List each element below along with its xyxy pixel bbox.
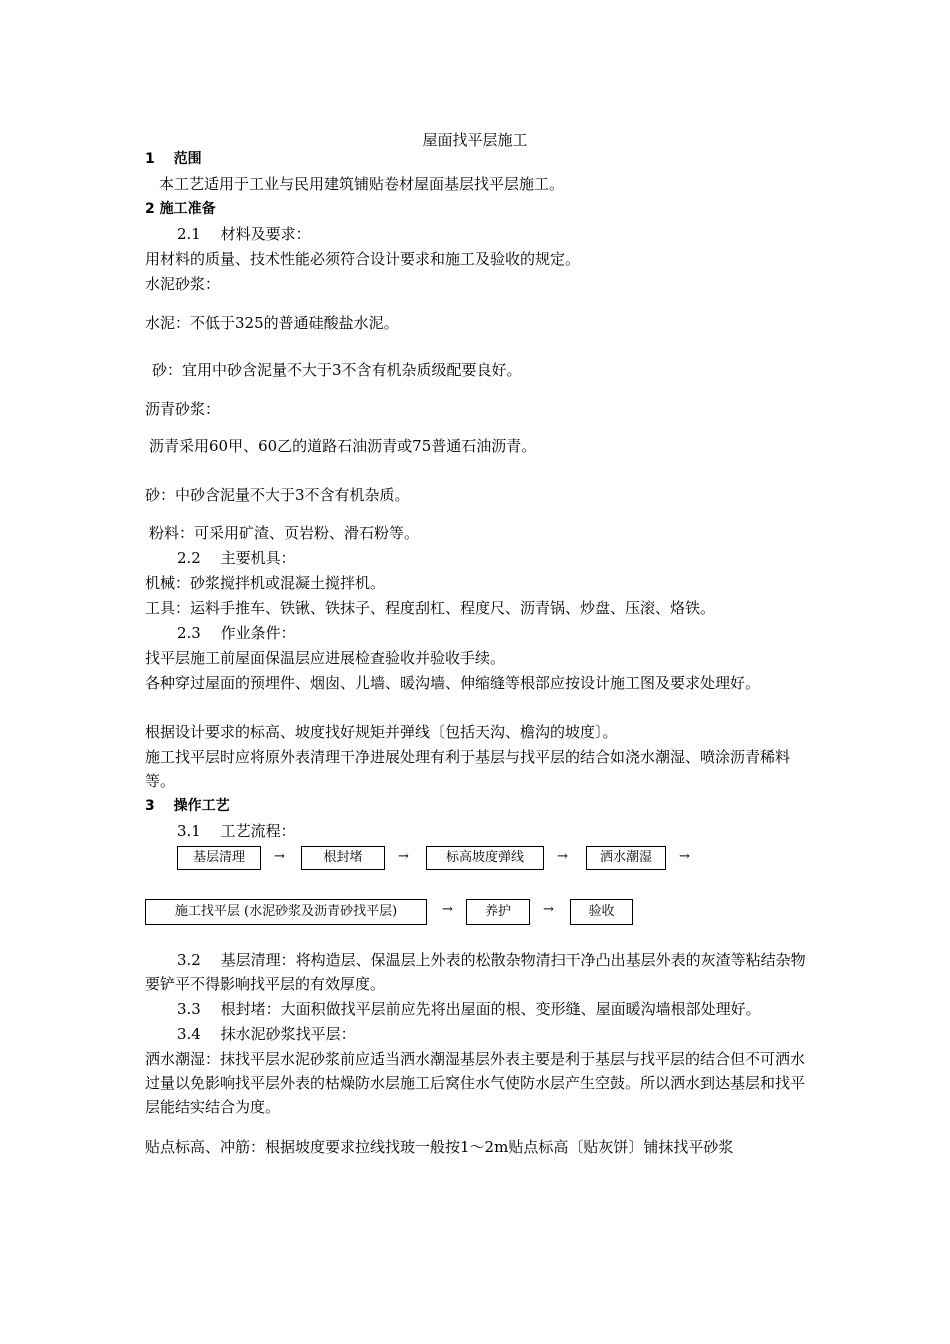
paragraph: 找平层施工前屋面保温层应进展检查验收并验收手续。: [145, 649, 506, 667]
paragraph: 洒水潮湿：抹找平层水泥砂浆前应适当洒水潮湿基层外表主要是利于基层与找平层的结合但不可洒水过量以免影响找平层外表的枯燥防水层施工后窝住水气使防水层产生空鼓。所以洒水到达基层和找平层能结实结合为度。: [145, 1050, 806, 1116]
flow-step-acceptance: 验收: [570, 899, 633, 925]
paragraph: 水泥：不低于325的普通硅酸盐水泥。: [145, 314, 399, 332]
section-2-heading: 2 施工准备: [145, 201, 216, 217]
flow-arrow: →: [274, 849, 285, 864]
flow-step-curing: 养护: [466, 899, 530, 925]
paragraph: 用材料的质量、技术性能必须符合设计要求和施工及验收的规定。: [145, 250, 581, 268]
paragraph: 施工找平层时应将原外表清理干净进展处理有利于基层与找平层的结合如浇水潮湿、喷涂沥青稀料等。: [145, 748, 791, 790]
paragraph: 根据设计要求的标高、坡度找好规矩并弹线〔包括天沟、檐沟的坡度〕。: [145, 723, 618, 741]
subsection-3-2: 3.2 基层清理：将构造层、保温层上外表的松散杂物清扫干净凸出基层外表的灰渣等粘结杂物要铲平不得影响找平层的有效厚度。: [145, 951, 806, 993]
section-3-heading: 3 操作工艺: [145, 798, 230, 814]
paragraph: 水泥砂浆：: [145, 275, 221, 293]
section-1-heading: 1 范围: [145, 151, 202, 167]
section-1-body: 本工艺适用于工业与民用建筑铺贴卷材屋面基层找平层施工。: [159, 175, 565, 193]
paragraph: 工具：运料手推车、铁锹、铁抹子、程度刮杠、程度尺、沥青锅、炒盘、压滚、烙铁。: [145, 599, 716, 617]
flow-step-leveling: 施工找平层 (水泥砂浆及沥青砂找平层): [145, 899, 427, 925]
subsection-3-1: 3.1 工艺流程：: [177, 822, 296, 840]
paragraph: 机械：砂浆搅拌机或混凝土搅拌机。: [145, 574, 386, 592]
flow-arrow: →: [679, 849, 690, 864]
flow-step-base-cleaning: 基层清理: [177, 846, 261, 870]
paragraph: 沥青砂浆：: [145, 400, 221, 418]
paragraph: 粉料：可采用矿渣、页岩粉、滑石粉等。: [149, 524, 420, 542]
flow-arrow: →: [442, 902, 453, 917]
subsection-2-1: 2.1 材料及要求：: [177, 225, 311, 243]
paragraph: 沥青采用60甲、60乙的道路石油沥青或75普通石油沥青。: [149, 437, 537, 455]
flow-step-elevation-line: 标高坡度弹线: [426, 846, 544, 870]
subsection-3-3: 3.3 根封堵：大面积做找平层前应先将出屋面的根、变形缝、屋面暖沟墙根部处理好。: [177, 1000, 761, 1018]
paragraph: 各种穿过屋面的预埋件、烟囱、儿墙、暖沟墙、伸缩缝等根部应按设计施工图及要求处理好。: [145, 674, 761, 692]
paragraph: 砂：宜用中砂含泥量不大于3不含有机杂质级配要良好。: [152, 361, 522, 379]
subsection-3-4: 3.4 抹水泥砂浆找平层：: [177, 1025, 356, 1043]
paragraph: 贴点标高、冲筋：根据坡度要求拉线找玻一般按1～2m贴点标高〔贴灰饼〕铺抹找平砂浆: [145, 1138, 734, 1156]
flow-arrow: →: [543, 902, 554, 917]
flow-arrow: →: [398, 849, 409, 864]
subsection-2-2: 2.2 主要机具：: [177, 549, 296, 567]
page-title: 屋面找平层施工: [422, 131, 528, 149]
flow-step-root-sealing: 根封堵: [301, 846, 385, 870]
flow-step-wetting: 洒水潮湿: [586, 846, 666, 870]
subsection-2-3: 2.3 作业条件：: [177, 624, 296, 642]
flow-arrow: →: [557, 849, 568, 864]
paragraph: 砂：中砂含泥量不大于3不含有机杂质。: [145, 486, 410, 504]
